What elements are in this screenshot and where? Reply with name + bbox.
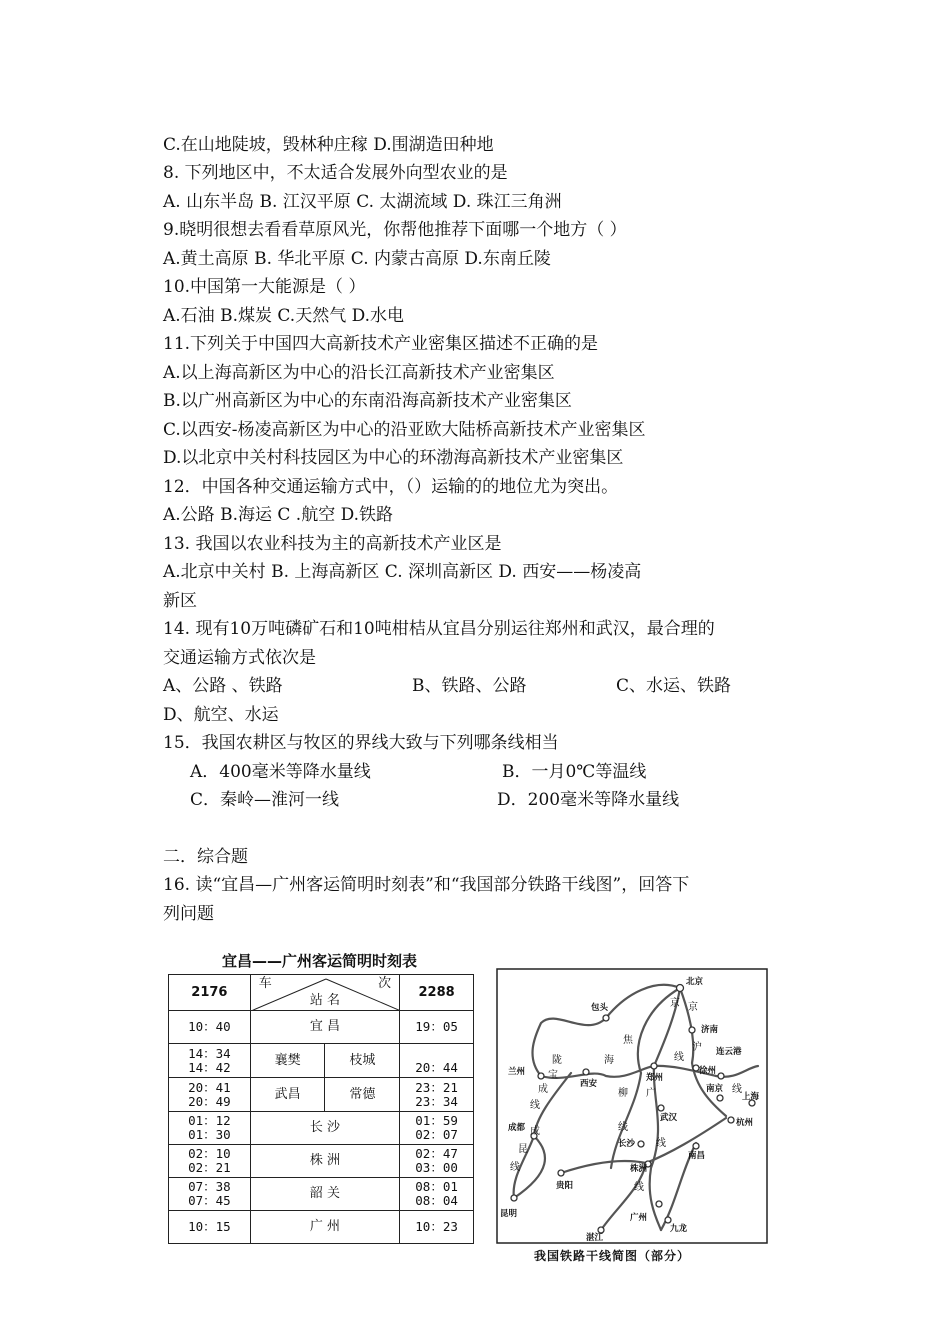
line-char: 成 <box>538 1084 548 1095</box>
city-dot-lianyungang <box>718 1073 724 1079</box>
time-right: 19：05 <box>400 1011 474 1044</box>
question-13: 13. 我国以农业科技为主的高新技术产业区是 <box>163 534 502 554</box>
train-number-left: 2176 <box>169 975 251 1011</box>
question-9-options: A.黄土高原 B. 华北平原 C. 内蒙古高原 D.东南丘陵 <box>163 249 551 269</box>
question-14-cont: 交通运输方式依次是 <box>163 648 316 668</box>
time-right-dep: 02：07 <box>415 1127 458 1142</box>
line-char: 焦 <box>623 1035 633 1046</box>
city-label-zhanjiang: 湛江 <box>586 1233 604 1243</box>
timetable-title: 宜昌——广州客运简明时刻表 <box>222 952 418 970</box>
header-zhanming: 站 名 <box>309 993 341 1008</box>
city-dot-hangzhou <box>728 1117 734 1123</box>
q15-option-a: A．400毫米等降水量线 <box>190 762 371 782</box>
header-che: 车 <box>258 976 272 991</box>
question-8: 8. 下列地区中，不太适合发展外向型农业的是 <box>163 163 508 183</box>
question-14: 14. 现有10万吨磷矿石和10吨柑桔从宜昌分别运往郑州和武汉，最合理的 <box>163 619 715 639</box>
city-label-xuzhou: 徐州 <box>699 1066 717 1076</box>
station: 长 沙 <box>250 1112 399 1145</box>
table-row <box>169 1211 474 1244</box>
time-left <box>169 1145 251 1178</box>
time-right-arr: 23：21 <box>415 1079 458 1095</box>
city-dot-wuhan <box>658 1105 664 1111</box>
q15-option-c: C．秦岭—淮河一线 <box>190 790 340 810</box>
line-char: 京 <box>670 998 680 1009</box>
line-char: 线 <box>510 1162 520 1173</box>
city-label-lianyungang: 连云港 <box>716 1047 742 1057</box>
time-right <box>400 1078 474 1112</box>
city-label-changsha: 长沙 <box>618 1139 636 1149</box>
question-11-option-b: B.以广州高新区为中心的东南沿海高新技术产业密集区 <box>163 391 572 411</box>
table-row <box>169 1044 474 1078</box>
question-11: 11.下列关于中国四大高新技术产业密集区描述不正确的是 <box>163 334 599 354</box>
time-left <box>169 1112 251 1145</box>
question-13-options-cont: 新区 <box>163 591 197 611</box>
time-right-dep: 08：04 <box>415 1193 458 1208</box>
line-c-d-options: C.在山地陡坡，毁林种庄稼 D.围湖造田种地 <box>163 135 494 155</box>
question-11-option-c: C.以西安-杨凌高新区为中心的沿亚欧大陆桥高新技术产业密集区 <box>163 420 646 440</box>
city-label-guiyang: 贵阳 <box>556 1181 574 1191</box>
question-15: 15．我国农耕区与牧区的界线大致与下列哪条线相当 <box>163 733 559 753</box>
line-char: 柳 <box>618 1088 628 1099</box>
section-2-heading: 二．综合题 <box>163 847 248 867</box>
q14-option-c: C、水运、铁路 <box>616 676 732 696</box>
table-row <box>169 1078 474 1112</box>
time-left-dep: 20：49 <box>188 1093 231 1109</box>
station: 广 州 <box>250 1211 399 1244</box>
time-left-arr: 14：34 <box>188 1045 231 1061</box>
time-left <box>169 1078 251 1112</box>
time-right-arr: 01：59 <box>415 1113 458 1128</box>
time-left-arr: 01：12 <box>188 1113 231 1128</box>
time-right <box>400 1044 474 1078</box>
time-right: 10：23 <box>400 1211 474 1244</box>
station: 枝城 <box>349 1052 376 1068</box>
time-left-arr: 20：41 <box>188 1079 231 1095</box>
header-diagonal-cell <box>250 975 399 1011</box>
railway-map <box>496 968 768 1244</box>
question-16-cont: 列问题 <box>163 904 214 924</box>
time-left-dep: 14：42 <box>188 1059 231 1075</box>
time-right-dep: 03：00 <box>415 1160 458 1175</box>
question-16: 16. 读“宜昌—广州客运简明时刻表”和“我国部分铁路干线图”，回答下 <box>163 875 690 895</box>
train-number-right: 2288 <box>400 975 474 1011</box>
station: 株 洲 <box>250 1145 399 1178</box>
line-char: 陇 <box>552 1055 562 1066</box>
line-char: 线 <box>674 1052 684 1063</box>
time-right-arr <box>400 1047 473 1061</box>
line-char: 成 <box>530 1126 540 1137</box>
city-label-zhengzhou: 郑州 <box>646 1073 664 1083</box>
station: 襄樊 <box>251 1044 326 1077</box>
time-left <box>169 1178 251 1211</box>
city-dot-nanjing <box>717 1095 723 1101</box>
city-label-nanchang: 南昌 <box>688 1151 706 1161</box>
line-char: 京 <box>688 1002 698 1013</box>
city-label-shanghai: 上海 <box>742 1092 760 1102</box>
station: 常德 <box>349 1086 376 1102</box>
timetable <box>168 974 474 1244</box>
city-label-lanzhou: 兰州 <box>508 1067 526 1077</box>
city-dot-jiulong <box>665 1217 671 1223</box>
map-caption: 我国铁路干线简图（部分） <box>534 1249 691 1263</box>
city-label-xian: 西安 <box>580 1079 598 1089</box>
time-right-dep: 20：44 <box>415 1059 458 1075</box>
line-char: 沪 <box>692 1042 702 1053</box>
line-char: 线 <box>618 1122 628 1133</box>
station: 韶 关 <box>250 1178 399 1211</box>
city-dot-nanchang <box>693 1143 699 1149</box>
station: 宜 昌 <box>250 1011 399 1044</box>
time-right <box>400 1112 474 1145</box>
city-label-zhuzhou: 株洲 <box>630 1164 648 1174</box>
time-left: 10：40 <box>169 1011 251 1044</box>
city-dot-guiyang <box>558 1170 564 1176</box>
table-row <box>169 1145 474 1178</box>
q14-option-a: A、公路 、铁路 <box>163 676 283 696</box>
city-dot-jinan <box>689 1027 695 1033</box>
time-left <box>169 1044 251 1078</box>
time-right-arr: 02：47 <box>415 1146 458 1161</box>
line-char: 线 <box>530 1100 540 1111</box>
q14-option-d: D、航空、水运 <box>163 705 279 725</box>
question-9: 9.晓明很想去看看草原风光，你帮他推荐下面哪一个地方（ ） <box>163 220 627 240</box>
line-char: 线 <box>656 1138 666 1149</box>
city-label-chengdu: 成都 <box>508 1123 526 1133</box>
line-char: 宝 <box>548 1070 558 1081</box>
question-12-options: A.公路 B.海运 C .航空 D.铁路 <box>163 505 394 525</box>
q15-option-d: D．200毫米等降水量线 <box>497 790 680 810</box>
city-label-kunming: 昆明 <box>500 1209 518 1219</box>
question-10-options: A.石油 B.煤炭 C.天然气 D.水电 <box>163 306 405 326</box>
time-right <box>400 1178 474 1211</box>
city-dot-lanzhou <box>538 1073 544 1079</box>
city-label-guangzhou: 广州 <box>630 1213 648 1223</box>
question-12: 12．中国各种交通运输方式中，（）运输的的地位尤为突出。 <box>163 477 619 497</box>
question-13-options: A.北京中关村 B. 上海高新区 C. 深圳高新区 D. 西安——杨凌高 <box>163 562 642 582</box>
city-dot-baotou <box>603 1015 609 1021</box>
q15-option-b: B．一月0℃等温线 <box>502 762 647 782</box>
time-left-arr: 02：10 <box>188 1146 231 1161</box>
city-label-jiulong: 九龙 <box>670 1224 688 1234</box>
header-ci: 次 <box>378 976 392 991</box>
city-dot-zhengzhou <box>651 1063 657 1069</box>
time-left-dep: 02：21 <box>188 1160 231 1175</box>
time-left-arr: 07：38 <box>188 1179 231 1194</box>
city-label-nanjing: 南京 <box>706 1084 724 1094</box>
question-8-options: A. 山东半岛 B. 江汉平原 C. 太湖流域 D. 珠江三角洲 <box>163 192 562 212</box>
question-11-option-d: D.以北京中关村科技园区为中心的环渤海高新技术产业密集区 <box>163 448 624 468</box>
city-label-hangzhou: 杭州 <box>736 1118 754 1128</box>
q14-option-b: B、铁路、公路 <box>412 676 527 696</box>
time-right-dep: 23：34 <box>415 1093 458 1109</box>
time-left-dep: 07：45 <box>188 1193 231 1208</box>
line-char: 昆 <box>518 1144 528 1155</box>
question-11-option-a: A.以上海高新区为中心的沿长江高新技术产业密集区 <box>163 363 555 383</box>
question-10: 10.中国第一大能源是（ ） <box>163 277 366 297</box>
time-left: 10：15 <box>169 1211 251 1244</box>
line-char: 线 <box>732 1084 742 1095</box>
city-dot-beijing <box>677 985 684 992</box>
city-label-beijing: 北京 <box>686 977 704 987</box>
line-char: 线 <box>634 1182 644 1193</box>
table-row <box>169 1112 474 1145</box>
line-char: 广 <box>646 1088 656 1099</box>
city-dot-changsha <box>638 1141 644 1147</box>
table-row <box>169 1011 474 1044</box>
station-pair <box>250 1078 399 1112</box>
city-dot-guangzhou <box>656 1201 662 1207</box>
table-row <box>169 1178 474 1211</box>
time-left-dep: 01：30 <box>188 1127 231 1142</box>
station: 武昌 <box>251 1078 326 1111</box>
timetable-header-row <box>169 975 474 1011</box>
city-label-wuhan: 武汉 <box>660 1113 678 1123</box>
city-dot-xian <box>583 1069 589 1075</box>
city-label-jinan: 济南 <box>701 1025 719 1035</box>
line-char: 海 <box>604 1055 614 1066</box>
city-dot-kunming <box>511 1195 517 1201</box>
city-label-baotou: 包头 <box>591 1003 609 1013</box>
station-pair <box>250 1044 399 1078</box>
time-right <box>400 1145 474 1178</box>
time-right-arr: 08：01 <box>415 1179 458 1194</box>
